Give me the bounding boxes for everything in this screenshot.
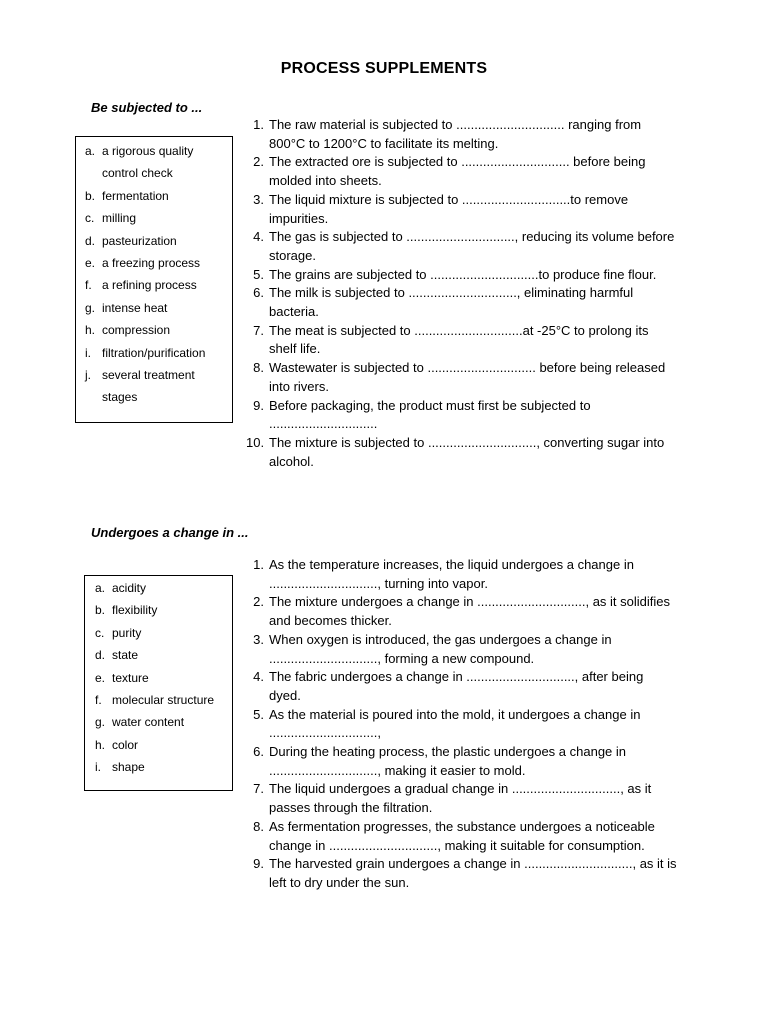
option-item: e. a freezing process bbox=[85, 256, 201, 271]
question-item: 2. The extracted ore is subjected to .............................. before being molded into sheets. bbox=[253, 154, 646, 189]
option-item: h. compression bbox=[85, 323, 171, 338]
option-item: i. shape bbox=[95, 760, 145, 775]
question-item: 7. The liquid undergoes a gradual change in .............................., as it passes through the filtration. bbox=[253, 781, 652, 816]
question-item: 7. The meat is subjected to ..............................at -25°C to prolong its shelf life. bbox=[253, 322, 649, 357]
question-item: 6. The milk is subjected to .............................., eliminating harmful bacteria. bbox=[253, 285, 634, 320]
option-item: f. molecular structure bbox=[95, 693, 215, 708]
question-item: 2. The mixture undergoes a change in .............................., as it solidifies and becomes thicker. bbox=[253, 594, 671, 629]
section-2-heading: Undergoes a change in ... bbox=[91, 525, 249, 540]
section-1-questions bbox=[246, 116, 678, 471]
option-item: a. acidity bbox=[95, 581, 147, 595]
section-1-options-box bbox=[75, 136, 233, 423]
option-item: j. several treatment stages bbox=[85, 368, 195, 405]
question-item: 6. During the heating process, the plastic undergoes a change in .............................., making it easier to mold. bbox=[253, 744, 627, 778]
question-item: 1. As the temperature increases, the liquid undergoes a change in .............................., turning into vapor. bbox=[253, 557, 634, 591]
option-item: d. state bbox=[95, 648, 139, 663]
question-item: 10. The mixture is subjected to .............................., converting sugar into alcohol. bbox=[246, 434, 665, 469]
option-item: g. intense heat bbox=[85, 300, 168, 315]
question-item: 5. The grains are subjected to ..............................to produce fine flour. bbox=[253, 266, 657, 282]
question-item: 3. When oxygen is introduced, the gas undergoes a change in .............................., forming a new compound. bbox=[253, 631, 612, 666]
option-item: f. a refining process bbox=[85, 278, 197, 293]
question-item: 9. Before packaging, the product must first be subjected to .............................. bbox=[253, 397, 591, 432]
page-title: PROCESS SUPPLEMENTS bbox=[280, 60, 488, 77]
option-item: b. flexibility bbox=[95, 603, 158, 618]
question-item: 8. As fermentation progresses, the substance undergoes a noticeable change in .............................., making it suitable for consumption. bbox=[253, 818, 655, 853]
section-2-options-box bbox=[84, 575, 233, 791]
option-item: b. fermentation bbox=[85, 188, 169, 203]
question-item: 1. The raw material is subjected to .............................. ranging from 800°C to 1200°C to facilitate its melting. bbox=[253, 117, 642, 151]
question-item: 8. Wastewater is subjected to .............................. before being released into rivers. bbox=[253, 360, 666, 394]
question-item: 4. The gas is subjected to .............................., reducing its volume before storage. bbox=[253, 229, 675, 263]
question-item: 3. The liquid mixture is subjected to ..............................to remove impurities. bbox=[253, 191, 629, 226]
option-item: c. purity bbox=[95, 625, 142, 640]
option-item: h. color bbox=[95, 737, 139, 752]
option-item: i. filtration/purification bbox=[85, 345, 206, 360]
section-2-questions bbox=[246, 556, 678, 893]
option-item: c. milling bbox=[85, 211, 137, 226]
question-item: 5. As the material is poured into the mold, it undergoes a change in .............................., bbox=[253, 706, 641, 741]
option-item: d. pasteurization bbox=[85, 233, 177, 248]
question-item: 4. The fabric undergoes a change in .............................., after being dyed. bbox=[253, 669, 644, 703]
option-item: g. water content bbox=[95, 715, 185, 730]
option-item: e. texture bbox=[95, 670, 149, 685]
question-item: 9. The harvested grain undergoes a change in .............................., as it is left to dry under the sun. bbox=[253, 856, 677, 890]
section-1-heading: Be subjected to ... bbox=[91, 100, 203, 115]
option-item: a. a rigorous quality control check bbox=[85, 144, 194, 181]
